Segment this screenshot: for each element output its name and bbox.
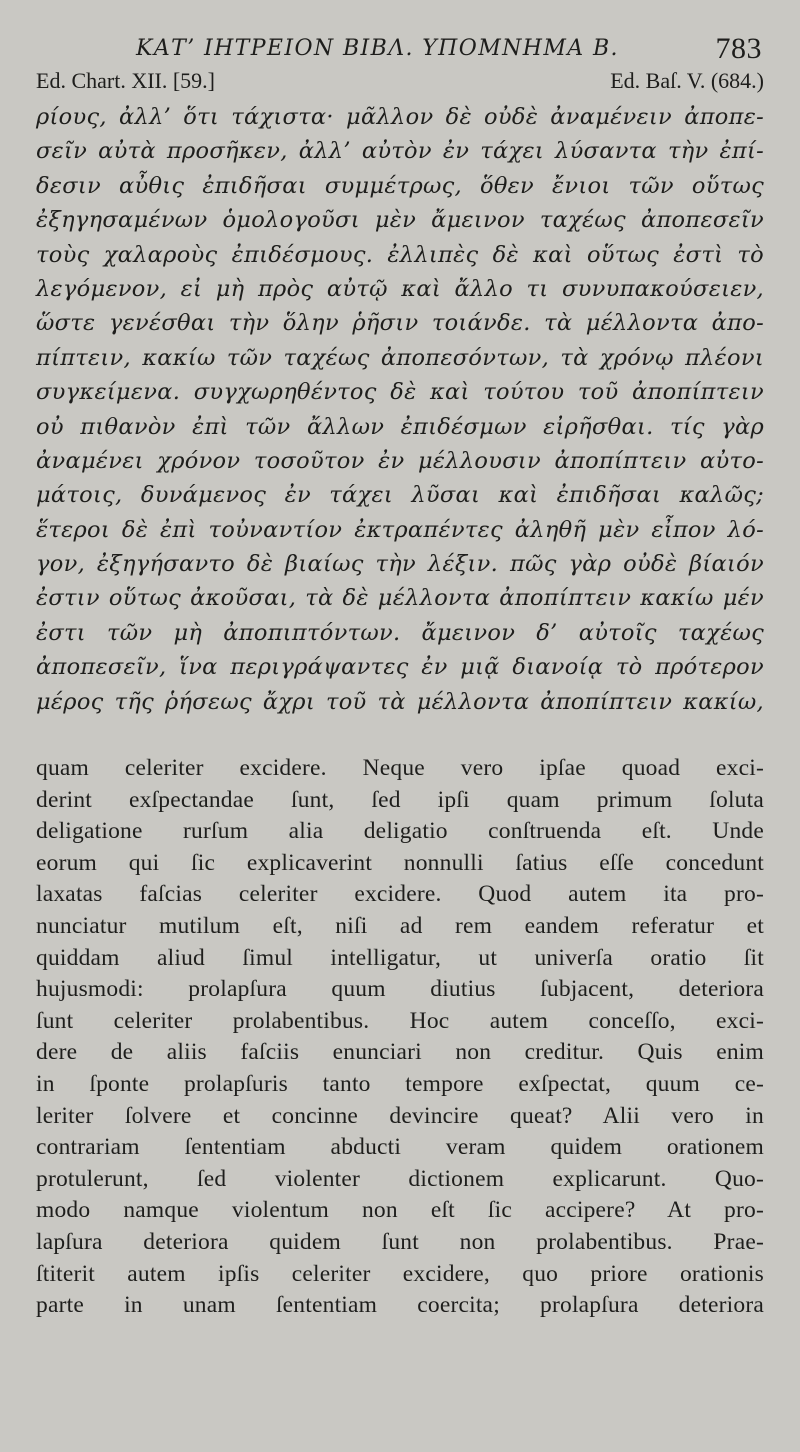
greek-text-line: οὐ πιθανὸν ἐπὶ τῶν ἄλλων ἐπιδέσμων εἰρῆσθαι. τίς γὰρ	[36, 413, 764, 440]
latin-text-line: nunciatur mutilum eſt, niſi ad rem eandem referatur et	[36, 913, 764, 939]
edition-chartier: Ed. Chart. XII. [59.]	[36, 68, 216, 93]
edition-line	[36, 68, 764, 98]
latin-text-line: laxatas faſcias celeriter excidere. Quod autem ita pro-	[36, 881, 764, 908]
latin-text-line: in ſponte prolapſuris tanto tempore exſpectat, quum ce-	[36, 1070, 764, 1097]
latin-text-line: eorum qui ſic explicaverint nonnulli ſatius eſſe concedunt	[36, 849, 764, 876]
latin-text-line: lapſura deteriora quidem ſunt non prolabentibus. Prae-	[36, 1228, 764, 1255]
latin-text-line: quam celeriter excidere. Neque vero ipſae quoad exci-	[36, 755, 764, 782]
greek-text-line: μέρος τῆς ῥήσεως ἄχρι τοῦ τὰ μέλλοντα ἀποπίπτειν κακίω,	[36, 688, 764, 715]
greek-text-line: ἐστιν οὕτως ἀκοῦσαι, τὰ δὲ μέλλοντα ἀποπίπτειν κακίω μέν	[36, 585, 764, 612]
greek-text-line: σεῖν αὐτὰ προσῆκεν, ἀλλ’ αὐτὸν ἐν τάχει λύσαντα τὴν ἐπί-	[36, 138, 764, 165]
greek-text-line: πίπτειν, κακίω τῶν ταχέως ἀποπεσόντων, τὰ χρόνῳ πλέονι	[36, 344, 764, 371]
greek-text-line: μάτοις, δυνάμενος ἐν τάχει λῦσαι καὶ ἐπιδῆσαι καλῶς;	[36, 482, 764, 509]
greek-text-line: ἐξηγησαμένων ὁμολογοῦσι μὲν ἄμεινον ταχέως ἀποπεσεῖν	[36, 207, 764, 234]
running-title: ΚΑΤ’ ΙΗΤΡΕΙΟΝ ΒΙΒΛ. ΥΠΟΜΝΗΜΑ Β.	[136, 36, 619, 61]
latin-text-line: modo namque violentum non eſt ſic accipere? At pro-	[36, 1197, 764, 1224]
latin-text-line: ſunt celeriter prolabentibus. Hoc autem conceſſo, exci-	[36, 1007, 764, 1034]
greek-text-line: ὥστε γενέσθαι τὴν ὅλην ῥῆσιν τοιάνδε. τὰ μέλλοντα ἀπο-	[36, 310, 764, 337]
greek-text-line: συγκείμενα. συγχωρηθέντος δὲ καὶ τούτου τοῦ ἀποπίπτειν	[36, 379, 764, 406]
latin-text-line: quiddam aliud ſimul intelligatur, ut univerſa oratio ſit	[36, 944, 764, 971]
latin-text-line: derint exſpectandae ſunt, ſed ipſi quam primum ſoluta	[36, 786, 764, 813]
latin-text-line: leriter ſolvere et concinne devincire queat? Alii vero in	[36, 1102, 764, 1129]
greek-text-line: ἐστι τῶν μὴ ἀποπιπτόντων. ἄμεινον δ’ αὐτοῖς ταχέως	[36, 619, 764, 646]
latin-text-line: protulerunt, ſed violenter dictionem explicarunt. Quo-	[36, 1165, 764, 1192]
latin-text-line: contrariam ſententiam abducti veram quidem orationem	[36, 1134, 764, 1161]
greek-text-block	[36, 100, 764, 719]
page-number: 783	[715, 32, 762, 65]
latin-text-line: ſtiterit autem ipſis celeriter excidere, quo priore orationis	[36, 1260, 764, 1287]
latin-text-line: parte in unam ſententiam coercita; prolapſura deteriora	[36, 1292, 764, 1319]
greek-text-line: ἀποπεσεῖν, ἵνα περιγράψαντες ἐν μιᾷ διανοίᾳ τὸ πρότερον	[36, 654, 764, 681]
greek-text-line: τοὺς χαλαροὺς ἐπιδέσμους. ἐλλιπὲς δὲ καὶ οὕτως ἐστὶ τὸ	[36, 241, 764, 268]
greek-text-line: ἕτεροι δὲ ἐπὶ τοὐναντίον ἐκτραπέντες ἀληθῆ μὲν εἶπον λό-	[36, 516, 764, 543]
greek-text-line: ἀναμένει χρόνον τοσοῦτον ἐν μέλλουσιν ἀποπίπτειν αὐτο-	[36, 447, 764, 474]
edition-basel: Ed. Baſ. V. (684.)	[610, 68, 764, 93]
greek-text-line: λεγόμενον, εἰ μὴ πρὸς αὐτῷ καὶ ἄλλο τι συνυπακούσειεν,	[36, 275, 764, 302]
greek-text-line: ρίους, ἀλλ’ ὅτι τάχιστα· μᾶλλον δὲ οὐδὲ ἀναμένειν ἀποπε-	[36, 104, 764, 130]
greek-text-line: γον, ἐξηγήσαντο δὲ βιαίως τὴν λέξιν. πῶς γὰρ οὐδὲ βίαιόν	[36, 551, 764, 578]
latin-text-line: dere de aliis faſciis enunciari non creditur. Quis enim	[36, 1039, 764, 1066]
running-head	[36, 28, 764, 68]
latin-text-block	[36, 753, 764, 1322]
latin-text-line: hujusmodi: prolapſura quum diutius ſubjacent, deteriora	[36, 976, 764, 1003]
greek-text-line: δεσιν αὖθις ἐπιδῆσαι συμμέτρως, ὅθεν ἔνιοι τῶν οὕτως	[36, 172, 764, 199]
latin-text-line: deligatione rurſum alia deligatio conſtruenda eſt. Unde	[36, 818, 764, 845]
